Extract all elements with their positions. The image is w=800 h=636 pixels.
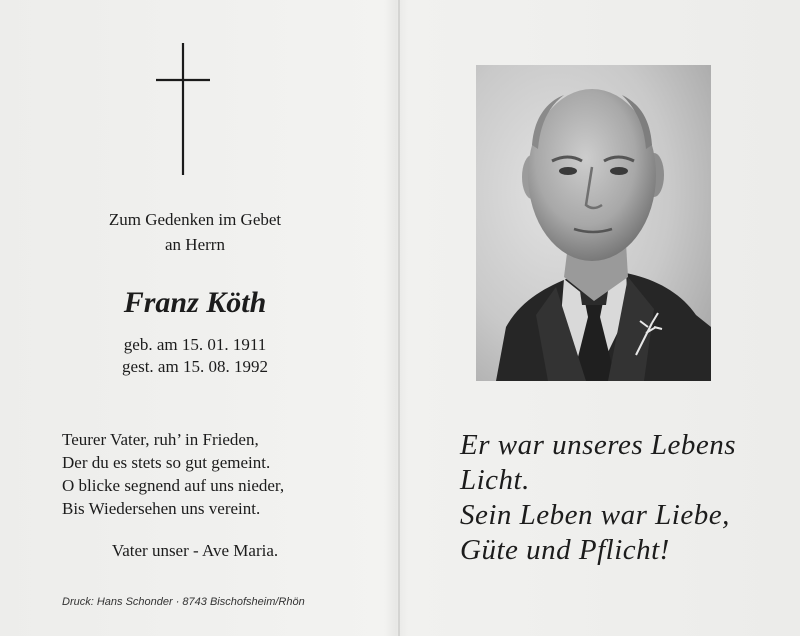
card-fold bbox=[398, 0, 400, 636]
quote-line: Licht. bbox=[460, 464, 530, 496]
verse-line: O blicke segnend auf uns nieder, bbox=[62, 476, 285, 495]
memorial-quote bbox=[460, 428, 736, 568]
portrait-photo bbox=[476, 65, 711, 381]
quote-line: Sein Leben war Liebe, bbox=[460, 499, 730, 531]
verse-line: Der du es stets so gut gemeint. bbox=[62, 453, 271, 472]
cross-icon bbox=[150, 40, 216, 176]
intro-line-2: an Herrn bbox=[165, 235, 225, 254]
quote-line: Güte und Pflicht! bbox=[460, 534, 670, 566]
verse-line: Bis Wiedersehen uns vereint. bbox=[62, 499, 261, 518]
life-dates bbox=[40, 334, 350, 378]
memorial-intro bbox=[40, 207, 350, 257]
verse-line: Teurer Vater, ruh’ in Frieden, bbox=[62, 430, 259, 449]
deceased-name: Franz Köth bbox=[123, 286, 267, 319]
intro-line-1: Zum Gedenken im Gebet bbox=[108, 210, 282, 229]
quote-line: Er war unseres Lebens bbox=[460, 429, 737, 461]
portrait-image bbox=[476, 65, 711, 381]
death-date: gest. am 15. 08. 1992 bbox=[122, 357, 268, 376]
memorial-verse bbox=[62, 428, 284, 520]
printer-credit: Druck: Hans Schonder · 8743 Bischofsheim/Rhön bbox=[62, 596, 305, 608]
birth-date: geb. am 15. 01. 1911 bbox=[123, 335, 267, 354]
prayer-line: Vater unser - Ave Maria. bbox=[111, 541, 279, 560]
